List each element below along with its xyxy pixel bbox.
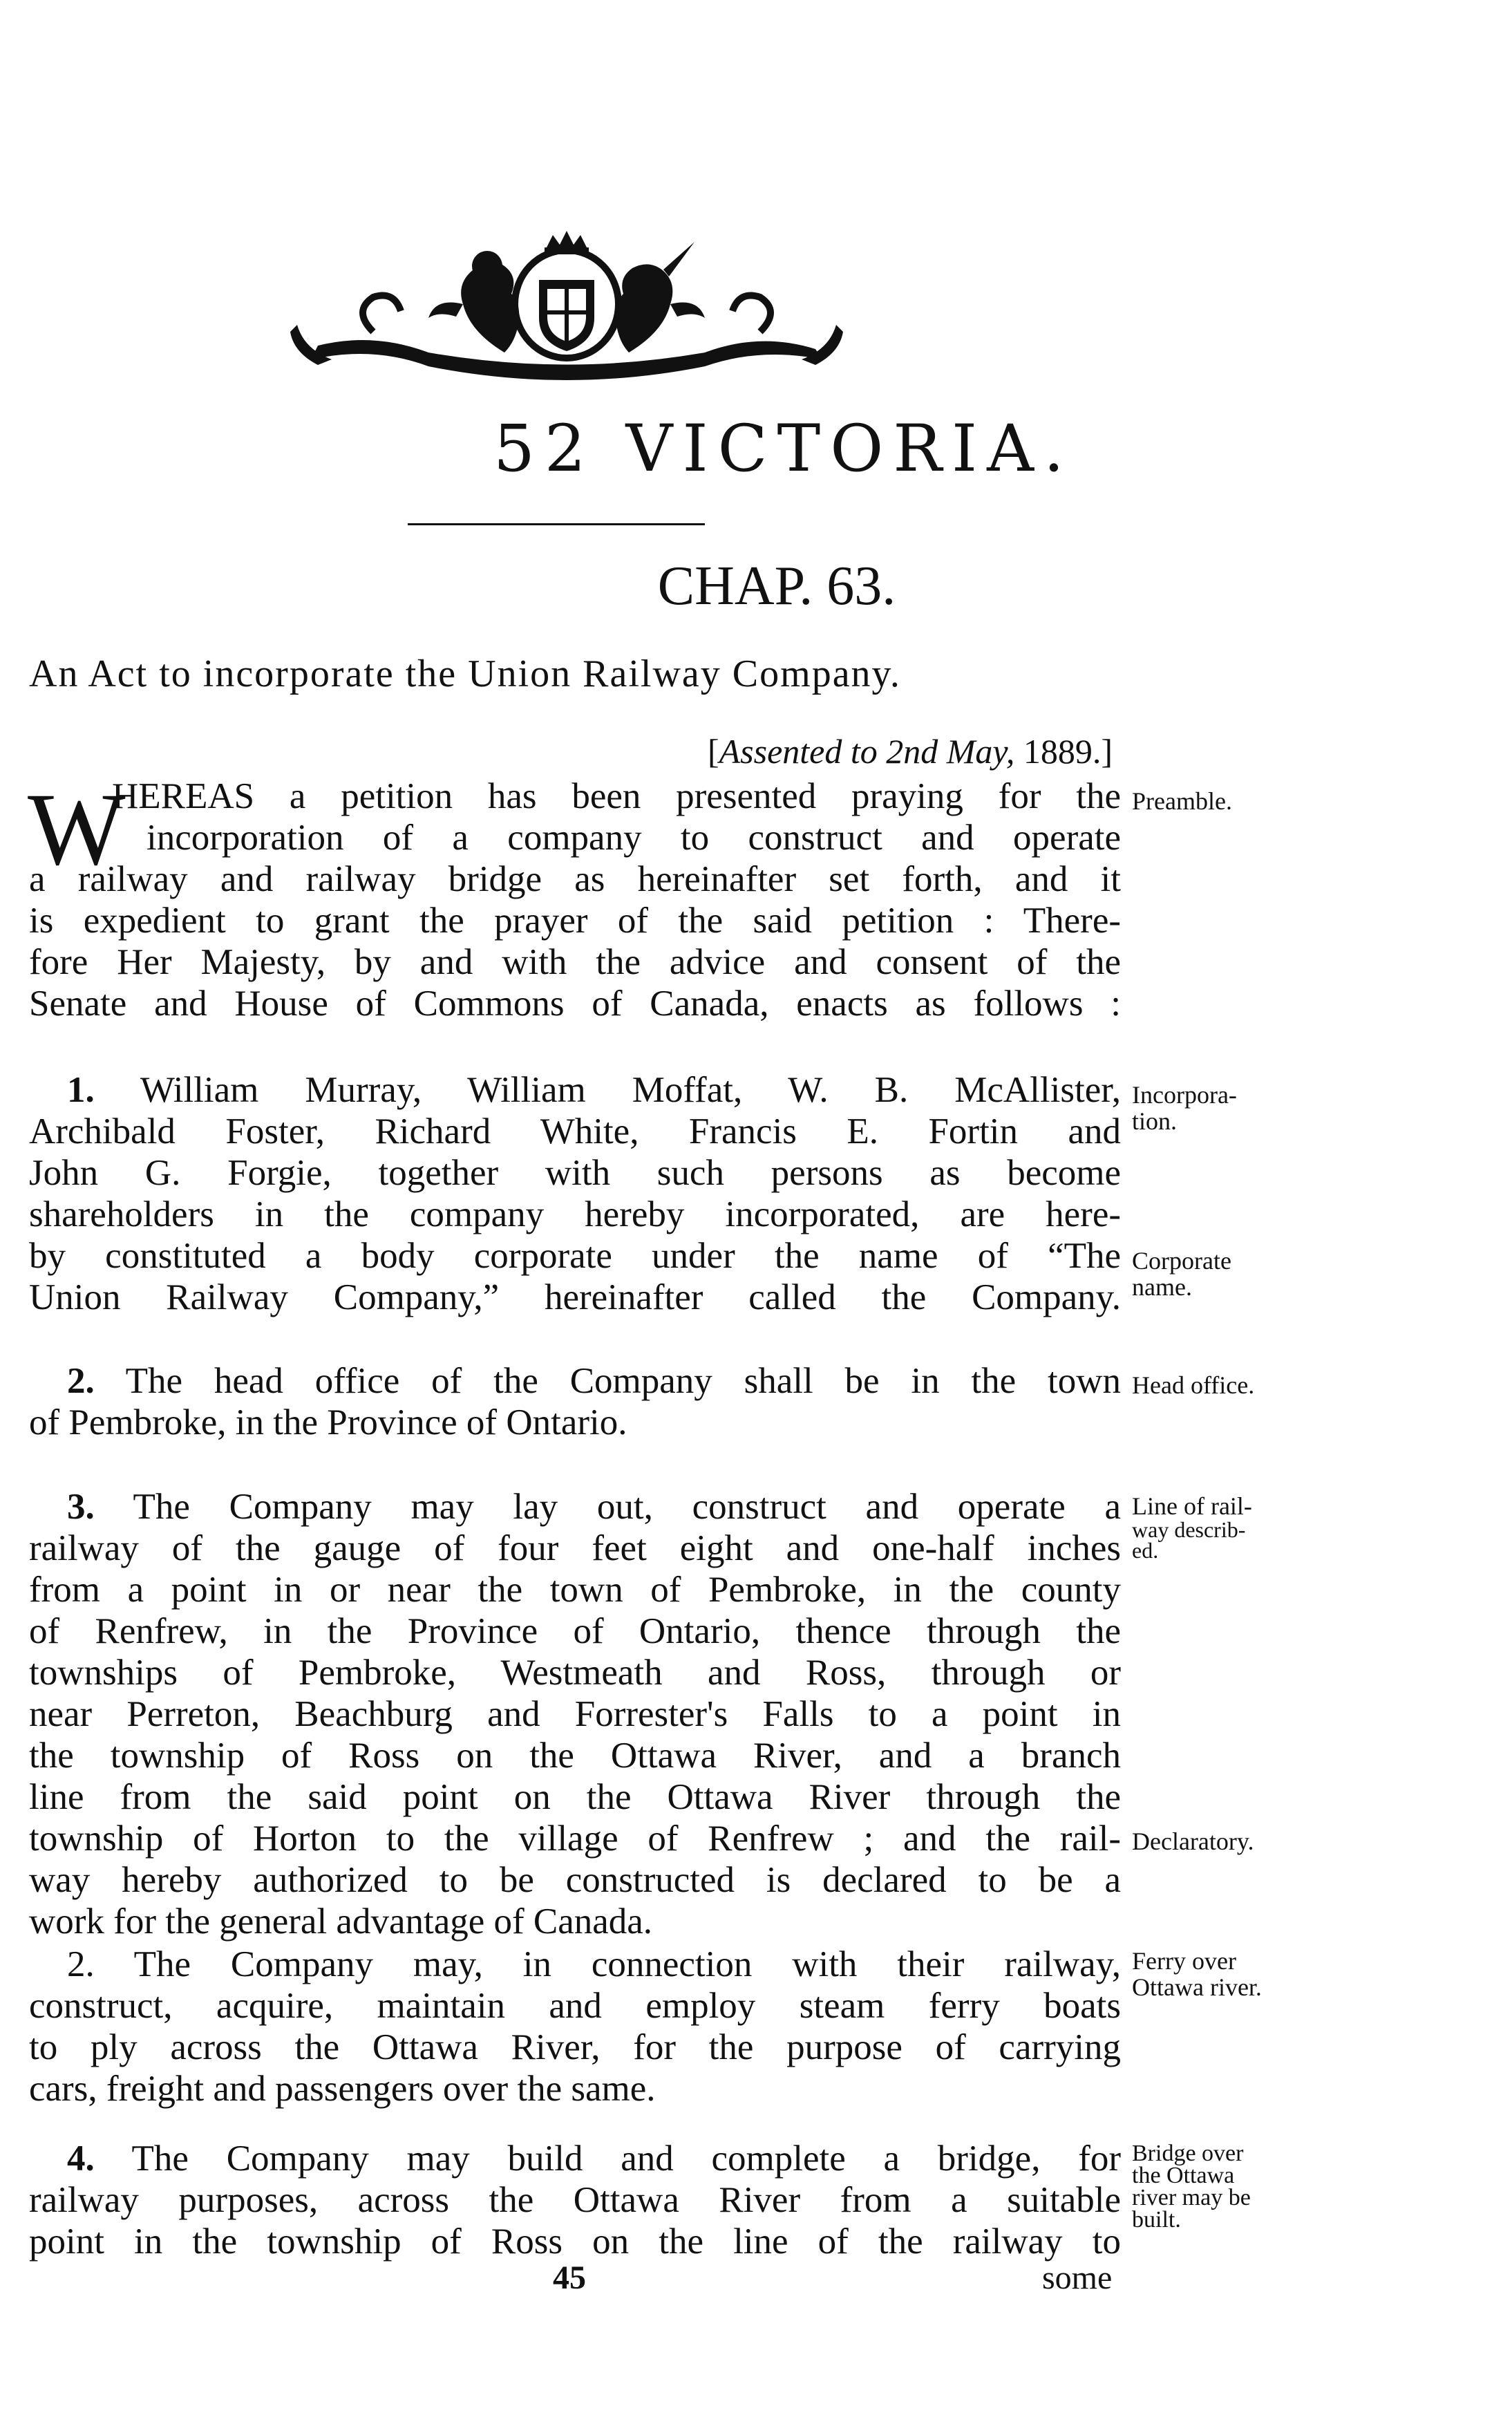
section-3-line: way hereby authorized to be constructed is declared to be a	[29, 1860, 1121, 1900]
preamble-dropcap: W	[28, 772, 126, 887]
assent-text: Assented to 2nd May,	[719, 732, 1015, 771]
chapter-number: CHAP. 63.	[657, 556, 896, 617]
section-4-line: 4. The Company may build and complete a bridge, for	[67, 2139, 1121, 2179]
section-2-line: 2. The head office of the Company shall be in the town	[67, 1361, 1122, 1401]
section-1	[29, 1069, 1121, 1318]
preamble-line: a railway and railway bridge as hereinafter set forth, and it	[29, 859, 1121, 899]
assent-year: 1889.	[1023, 732, 1102, 771]
margin-note-head-office: Head office.	[1132, 1371, 1255, 1399]
subsection-line: cars, freight and passengers over the same.	[29, 2069, 656, 2109]
section-2-number: 2.	[67, 1361, 95, 1401]
regnal-year-heading: 52 VICTORIA.	[493, 411, 1074, 487]
section-3-number: 3.	[67, 1487, 95, 1527]
section-1-line: 1. William Murray, William Moffat, W. B. McAllister,	[67, 1070, 1122, 1110]
section-1-line: shareholders in the company hereby incorporated, are here-	[29, 1194, 1121, 1234]
preamble-line: is expedient to grant the prayer of the said petition : There-	[29, 901, 1121, 941]
preamble-line: Senate and House of Commons of Canada, enacts as follows :	[29, 984, 1121, 1024]
page-number: 45	[553, 2259, 586, 2296]
section-3-line: line from the said point on the Ottawa River through the	[29, 1777, 1121, 1817]
subsection-line: to ply across the Ottawa River, for the purpose of carrying	[29, 2027, 1121, 2067]
margin-note-declaratory: Declaratory.	[1132, 1827, 1254, 1855]
section-4-number: 4.	[67, 2139, 95, 2179]
section-3-line: township of Horton to the village of Renfrew ; and the rail-	[29, 1819, 1121, 1859]
section-3	[29, 1486, 1121, 1942]
margin-note-preamble: Preamble.	[1132, 787, 1232, 815]
section-4-line: point in the township of Ross on the line of the railway to	[29, 2221, 1121, 2262]
section-4-line: railway purposes, across the Ottawa River from a suitable	[29, 2180, 1121, 2220]
section-3-line: the township of Ross on the Ottawa River, and a branch	[29, 1736, 1121, 1776]
margin-note-corporate-name: Corporate name.	[1132, 1247, 1231, 1301]
heading-divider	[408, 523, 705, 525]
section-3-line: near Perreton, Beachburg and Forrester's Falls to a point in	[29, 1694, 1121, 1734]
margin-note-bridge: Bridge over the Ottawa river may be built.	[1132, 2141, 1251, 2233]
preamble-line: fore Her Majesty, by and with the advice and consent of the	[29, 942, 1121, 982]
preamble-line: HEREAS a petition has been presented praying for the	[112, 776, 1121, 816]
section-1-line: Archibald Foster, Richard White, Francis E. Fortin and	[29, 1111, 1121, 1152]
section-4	[29, 2138, 1121, 2262]
section-2	[29, 1360, 1121, 1443]
act-title: An Act to incorporate the Union Railway Company.	[29, 652, 901, 695]
catchword: some	[1042, 2259, 1113, 2296]
margin-note-ferry: Ferry over Ottawa river.	[1132, 1947, 1262, 2001]
preamble-paragraph	[28, 772, 1121, 1024]
section-1-number: 1.	[67, 1070, 95, 1110]
section-3-subsection-2	[29, 1944, 1121, 2109]
section-3-line: of Renfrew, in the Province of Ontario, thence through the	[29, 1611, 1121, 1651]
section-3-line: work for the general advantage of Canada.	[29, 1901, 653, 1942]
subsection-line: construct, acquire, maintain and employ steam ferry boats	[29, 1986, 1121, 2026]
subsection-line: 2. The Company may, in connection with their railway,	[67, 1944, 1121, 1984]
royal-coat-of-arms	[290, 228, 843, 387]
section-3-line: from a point in or near the town of Pembroke, in the county	[29, 1570, 1121, 1610]
assent-date: [Assented to 2nd May, 1889.]	[707, 732, 1113, 771]
preamble-line: incorporation of a company to construct and operate	[147, 818, 1121, 858]
section-2-line: of Pembroke, in the Province of Ontario.	[29, 1402, 627, 1443]
margin-note-line-described: Line of rail- way describ- ed.	[1132, 1492, 1252, 1563]
section-3-line: 3. The Company may lay out, construct and operate a	[67, 1487, 1121, 1527]
section-1-line: by constituted a body corporate under the name of “The	[29, 1236, 1121, 1276]
section-1-line: John G. Forgie, together with such persons as become	[29, 1153, 1121, 1193]
section-1-line: Union Railway Company,” hereinafter called the Company.	[29, 1277, 1121, 1317]
section-3-line: townships of Pembroke, Westmeath and Ross, through or	[29, 1653, 1121, 1693]
section-3-line: railway of the gauge of four feet eight and one-half inches	[29, 1528, 1121, 1568]
margin-note-incorporation: Incorpora- tion.	[1132, 1081, 1237, 1135]
